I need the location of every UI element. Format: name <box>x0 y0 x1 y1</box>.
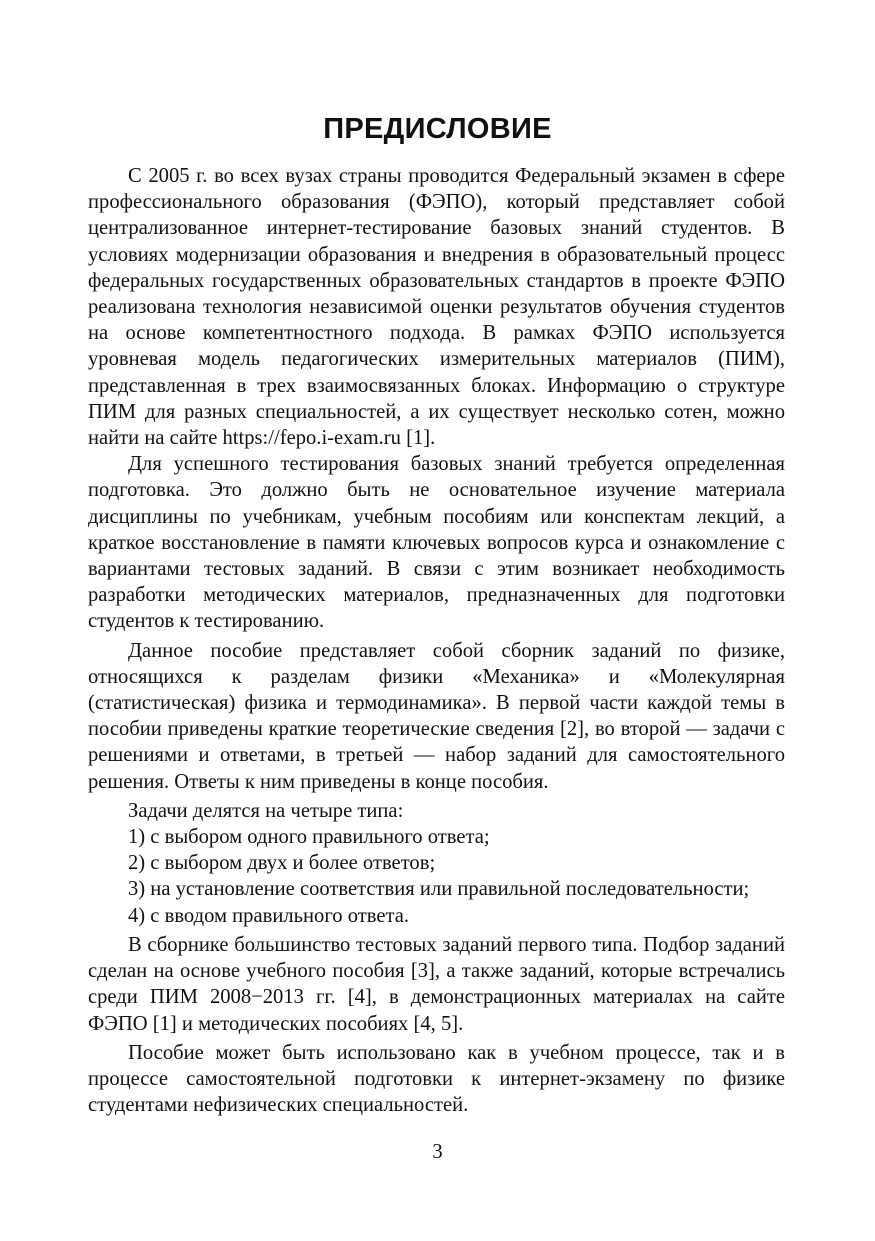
paragraph-usage: Пособие может быть использовано как в учебном процессе, так и в процессе самостоятельной подготовки к интернет-экзамену по физике студентами нефизических специальностей. <box>88 1041 785 1117</box>
list-item-type-3: 3) на установление соответствия или правильной последовательности; <box>128 878 750 901</box>
list-item-type-4: 4) с вводом правильного ответа. <box>128 904 410 927</box>
paragraph-task-types-intro: Задачи делятся на четыре типа: <box>128 799 404 822</box>
paragraph-task-sources: В сборнике большинство тестовых заданий первого типа. Подбор заданий сделан на основе учебного пособия [3], а также заданий, которые встречались среди ПИМ 2008−2013 гг. [4], в демонстрационных материалах на сайте ФЭПО [1] и методических пособиях [4, 5]. <box>88 933 785 1035</box>
list-item-type-1: 1) с выбором одного правильного ответа; <box>128 826 490 849</box>
paragraph-manual-description: Данное пособие представляет собой сборник заданий по физике, относящихся к разделам физики «Механика» и «Молекулярная (статистическая) физика и термодинамика». В первой части каждой темы в пособии приведены краткие теоретические сведения [2], во второй — задачи с решениями и ответами, в третьей — набор заданий для самостоятельного решения. Ответы к ним приведены в конце пособия. <box>88 639 785 793</box>
list-item-type-2: 2) с выбором двух и более ответов; <box>128 852 436 875</box>
page-title: ПРЕДИСЛОВИЕ <box>323 113 552 145</box>
paragraph-fepo-intro: С 2005 г. во всех вузах страны проводится Федеральный экзамен в сфере профессионального образования (ФЭПО), который представляет собой централизованное интернет-тестирование базовых знаний студентов. В условиях модернизации образования и внедрения в образовательный процесс федеральных государственных образовательных стандартов в проекте ФЭПО реализована технология независимой оценки результатов обучения студентов на основе компетентностного подхода. В рамках ФЭПО используется уровневая модель педагогических измерительных материалов (ПИМ), представленная в трех взаимосвязанных блоках. Информацию о структуре ПИМ для разных специальностей, а их существует несколько сотен, можно найти на сайте https://fepo.i-exam.ru [1]. <box>88 165 785 450</box>
paragraph-preparation: Для успешного тестирования базовых знаний требуется определенная подготовка. Это должно быть не основательное изучение материала дисциплины по учебникам, учебным пособиям или конспектам лекций, а краткое восстановление в памяти ключевых вопросов курса и ознакомление с вариантами тестовых заданий. В связи с этим возникает необходимость разработки методических материалов, предназначенных для подготовки студентов к тестированию. <box>88 453 785 633</box>
preface-body <box>88 163 785 1118</box>
page-number: 3 <box>432 1141 443 1163</box>
